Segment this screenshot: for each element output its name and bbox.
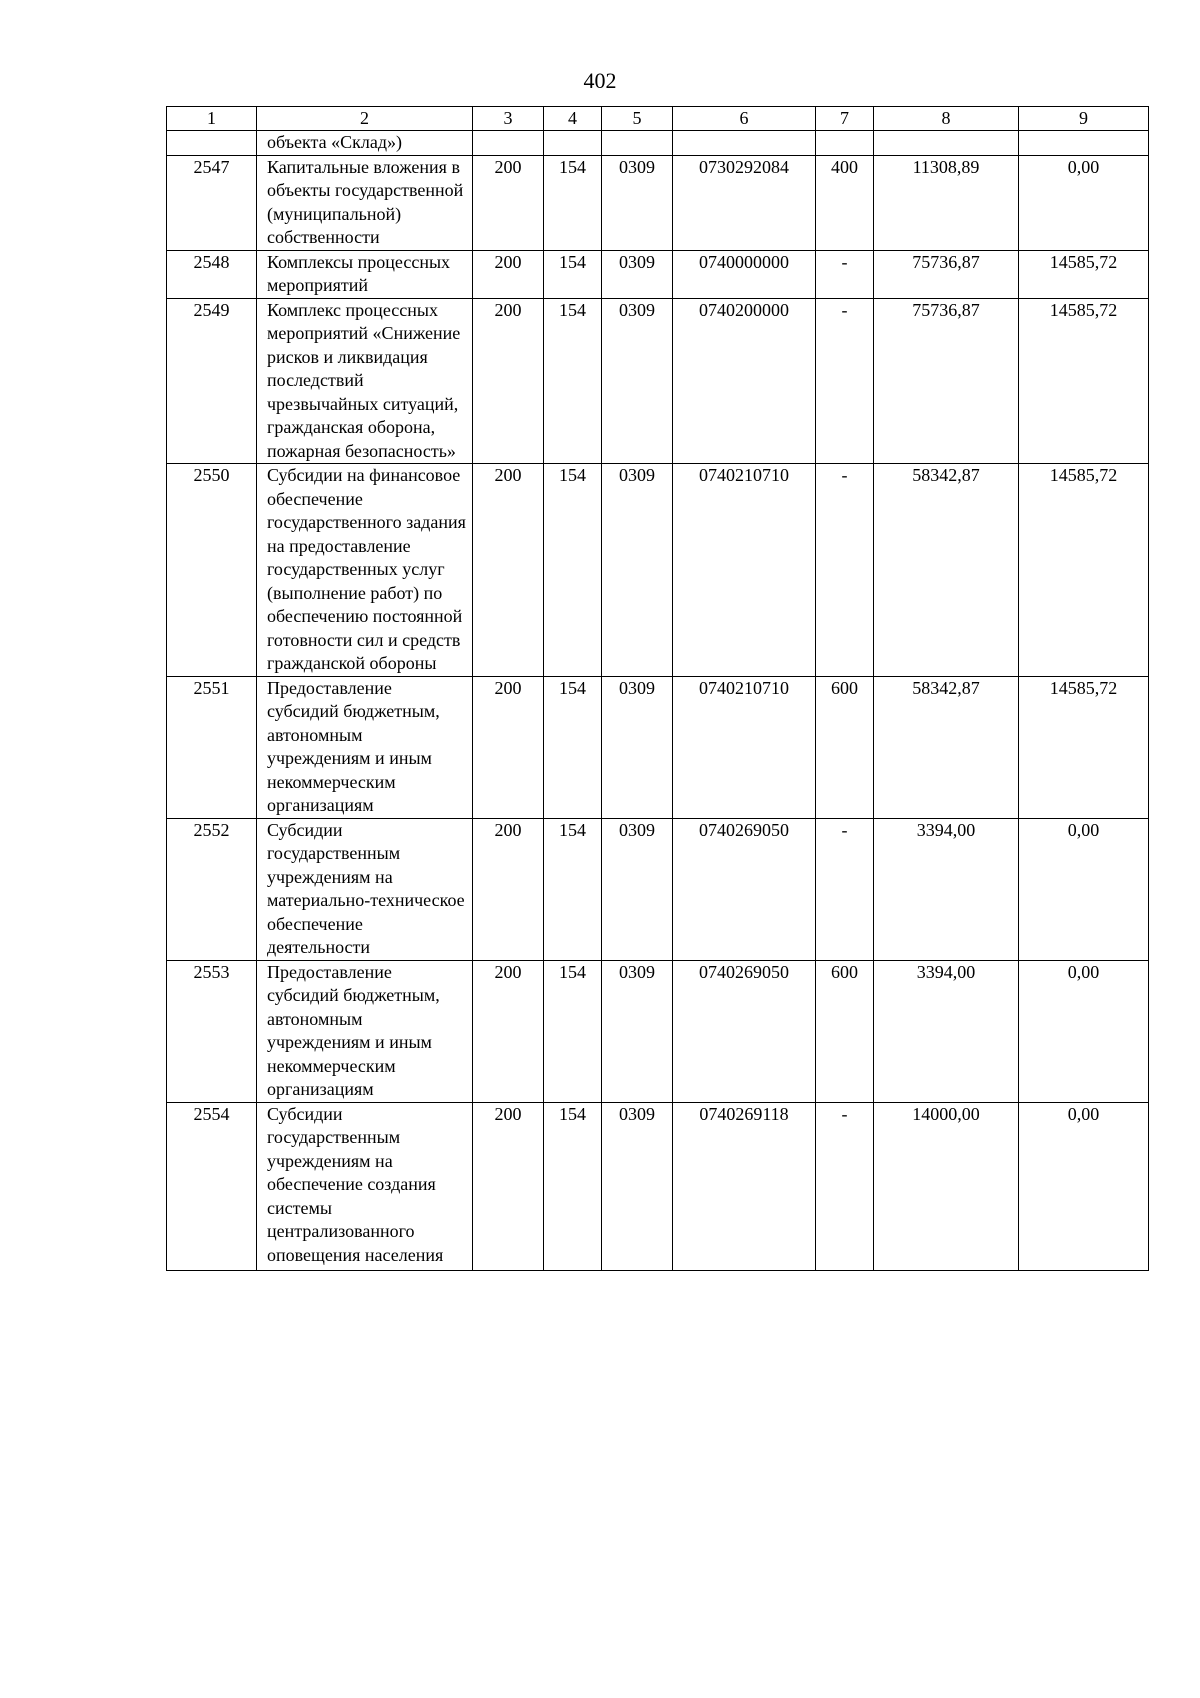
cell-col5: 0309	[602, 676, 673, 818]
row-number: 2548	[167, 250, 257, 298]
cell-col9: 14585,72	[1019, 676, 1149, 818]
continuation-name: объекта «Склад»)	[257, 131, 473, 156]
cell-col7: -	[816, 818, 874, 960]
cell-col4: 154	[544, 155, 602, 250]
cell-col9: 0,00	[1019, 818, 1149, 960]
column-header-1: 1	[167, 107, 257, 131]
table-row	[167, 298, 1149, 464]
row-number: 2551	[167, 676, 257, 818]
cell-col7: 400	[816, 155, 874, 250]
cell-col4: 154	[544, 1102, 602, 1271]
cell-col5: 0309	[602, 960, 673, 1102]
table-row	[167, 676, 1149, 818]
cell-col7: 600	[816, 960, 874, 1102]
table-row	[167, 1102, 1149, 1271]
cell-col4: 154	[544, 818, 602, 960]
table-row	[167, 818, 1149, 960]
cell-col9: 14585,72	[1019, 298, 1149, 464]
cell-col7: 600	[816, 676, 874, 818]
cell-col5: 0309	[602, 818, 673, 960]
cell-col7: -	[816, 250, 874, 298]
cell-col7: -	[816, 464, 874, 677]
cell-col3: 200	[473, 1102, 544, 1271]
cell-col8: 58342,87	[874, 464, 1019, 677]
cell-col9: 0,00	[1019, 155, 1149, 250]
row-number: 2553	[167, 960, 257, 1102]
column-header-4: 4	[544, 107, 602, 131]
column-header-5: 5	[602, 107, 673, 131]
cell-col3: 200	[473, 250, 544, 298]
row-name: Субсидии на финансовое обеспечение государственного задания на предоставление государственных услуг (выполнение работ) по обеспечению постоянной готовности сил и средств гражданской обороны	[257, 464, 473, 677]
table-row	[167, 155, 1149, 250]
row-name: Комплексы процессных мероприятий	[257, 250, 473, 298]
cell-col8: 14000,00	[874, 1102, 1019, 1271]
cell-col6: 0740269118	[673, 1102, 816, 1271]
cell-col7: -	[816, 1102, 874, 1271]
continuation-row	[167, 131, 1149, 156]
cell-col5: 0309	[602, 250, 673, 298]
cell-col9: 0,00	[1019, 960, 1149, 1102]
row-number: 2550	[167, 464, 257, 677]
column-header-6: 6	[673, 107, 816, 131]
cell-col5: 0309	[602, 298, 673, 464]
cell-col6: 0740200000	[673, 298, 816, 464]
row-name: Предоставление субсидий бюджетным, автономным учреждениям и иным некоммерческим организациям	[257, 676, 473, 818]
row-name: Субсидии государственным учреждениям на обеспечение создания системы централизованного оповещения населения	[257, 1102, 473, 1271]
cell-col3: 200	[473, 676, 544, 818]
budget-table	[166, 106, 1149, 1271]
cell-col3: 200	[473, 155, 544, 250]
row-number: 2554	[167, 1102, 257, 1271]
cell-col8: 3394,00	[874, 818, 1019, 960]
row-number: 2547	[167, 155, 257, 250]
cell-col9: 0,00	[1019, 1102, 1149, 1271]
cell-col8: 75736,87	[874, 250, 1019, 298]
cell-col8: 3394,00	[874, 960, 1019, 1102]
cell-col8: 58342,87	[874, 676, 1019, 818]
cell-col9: 14585,72	[1019, 250, 1149, 298]
cell-col4: 154	[544, 250, 602, 298]
cell-col5: 0309	[602, 155, 673, 250]
cell-col6: 0740210710	[673, 464, 816, 677]
column-header-8: 8	[874, 107, 1019, 131]
cell-col3: 200	[473, 464, 544, 677]
column-header-2: 2	[257, 107, 473, 131]
cell-col3: 200	[473, 298, 544, 464]
table-row	[167, 464, 1149, 677]
cell-col3: 200	[473, 818, 544, 960]
cell-col4: 154	[544, 464, 602, 677]
cell-col6: 0740000000	[673, 250, 816, 298]
row-name: Капитальные вложения в объекты государственной (муниципальной) собственности	[257, 155, 473, 250]
cell-col6: 0740269050	[673, 960, 816, 1102]
cell-col9: 14585,72	[1019, 464, 1149, 677]
row-name: Предоставление субсидий бюджетным, автономным учреждениям и иным некоммерческим организациям	[257, 960, 473, 1102]
cell-col6: 0740269050	[673, 818, 816, 960]
cell-col4: 154	[544, 960, 602, 1102]
column-header-7: 7	[816, 107, 874, 131]
row-number: 2549	[167, 298, 257, 464]
cell-col3: 200	[473, 960, 544, 1102]
cell-col8: 75736,87	[874, 298, 1019, 464]
cell-col5: 0309	[602, 1102, 673, 1271]
cell-col4: 154	[544, 298, 602, 464]
row-number: 2552	[167, 818, 257, 960]
column-header-9: 9	[1019, 107, 1149, 131]
cell-col7: -	[816, 298, 874, 464]
cell-col6: 0730292084	[673, 155, 816, 250]
column-header-3: 3	[473, 107, 544, 131]
cell-col6: 0740210710	[673, 676, 816, 818]
table-row	[167, 960, 1149, 1102]
table-header	[167, 107, 1149, 131]
page-number: 402	[583, 68, 617, 93]
table-row	[167, 250, 1149, 298]
cell-col5: 0309	[602, 464, 673, 677]
cell-col4: 154	[544, 676, 602, 818]
cell-col8: 11308,89	[874, 155, 1019, 250]
row-name: Комплекс процессных мероприятий «Снижение рисков и ликвидация последствий чрезвычайных ситуаций, гражданская оборона, пожарная безопасность»	[257, 298, 473, 464]
row-name: Субсидии государственным учреждениям на материально-техническое обеспечение деятельности	[257, 818, 473, 960]
